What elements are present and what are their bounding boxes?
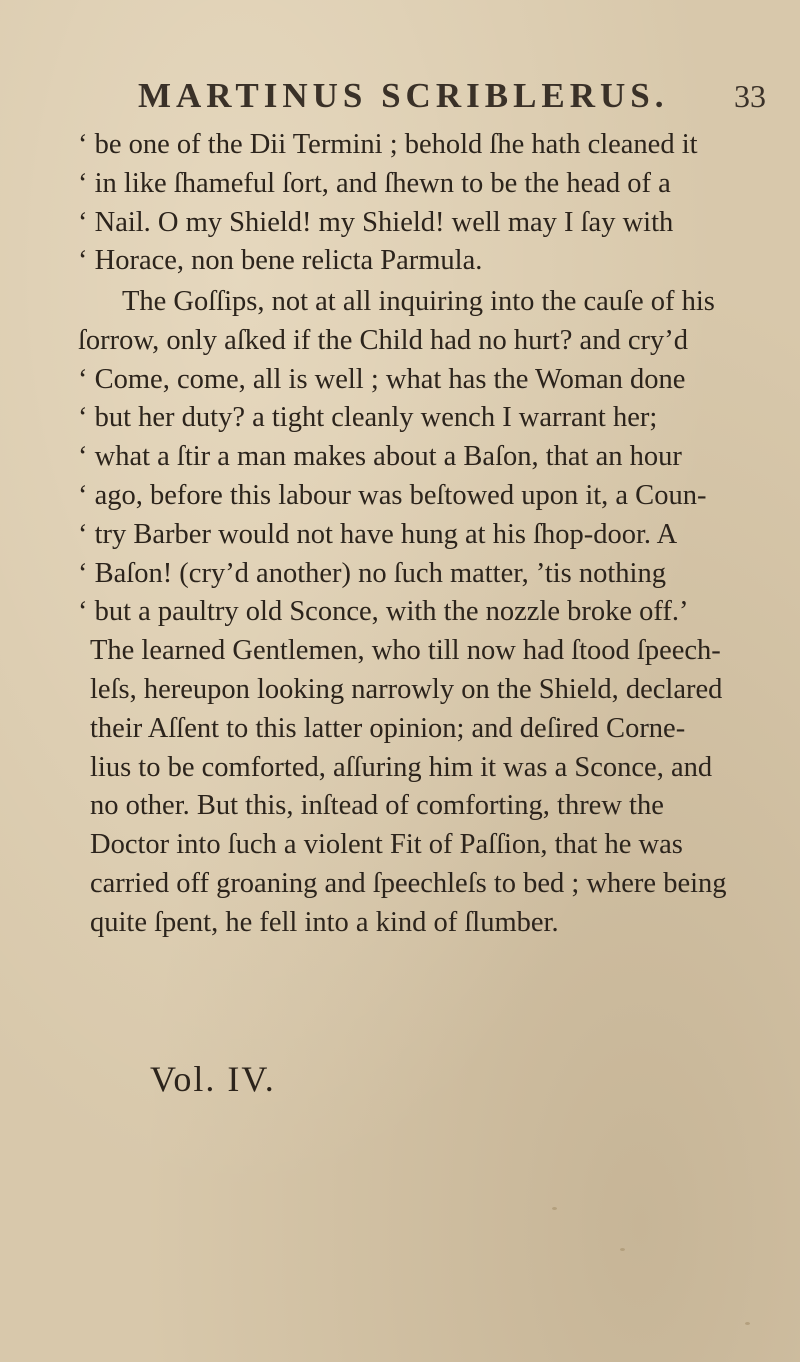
paper-speck: [620, 1248, 625, 1251]
paragraph-quote: [78, 126, 778, 281]
text-line: ‘ Come, come, all is well ; what has the Woman done: [78, 363, 686, 395]
text-line: ‘ ago, before this labour was beſtowed upon it, a Coun-: [78, 479, 707, 511]
page-number: 33: [734, 78, 766, 114]
text-line: ſorrow, only aſked if the Child had no hurt? and cry’d: [78, 324, 688, 356]
text-line: ‘ Horace, non bene relicta Parmula.: [78, 245, 483, 277]
text-line: The Goſſips, not at all inquiring into the cauſe of his: [122, 286, 715, 317]
text-line: carried off groaning and ſpeechleſs to bed ; where being: [90, 867, 727, 899]
paper-speck: [552, 1207, 557, 1210]
text-line: no other. But this, inſtead of comforting, threw the: [90, 790, 664, 822]
text-line: leſs, hereupon looking narrowly on the Shield, declared: [90, 673, 723, 705]
text-line: The learned Gentlemen, who till now had ſtood ſpeech-: [90, 635, 721, 667]
running-head: MARTINUS SCRIBLERUS.: [138, 76, 669, 115]
text-line: ‘ what a ſtir a man makes about a Baſon, that an hour: [78, 441, 682, 473]
text-line: quite ſpent, he fell into a kind of ſlumber.: [90, 906, 559, 938]
paper-speck: [745, 1322, 750, 1325]
signature-mark: Vol. IV.: [150, 1059, 276, 1099]
text-line: ‘ try Barber would not have hung at his ſhop-door. A: [78, 518, 678, 550]
text-line: lius to be comforted, aſſuring him it was a Sconce, and: [90, 751, 713, 783]
text-line: ‘ in like ſhameful ſort, and ſhewn to be the head of a: [78, 167, 671, 199]
text-line: ‘ but a paultry old Sconce, with the nozzle broke off.’: [78, 596, 689, 628]
text-line: ‘ Nail. O my Shield! my Shield! well may I ſay with: [78, 206, 674, 238]
text-line: Doctor into ſuch a violent Fit of Paſſion, that he was: [90, 829, 683, 861]
paragraph-main: [78, 283, 778, 943]
text-line: ‘ but her duty? a tight cleanly wench I warrant her;: [78, 402, 658, 434]
page-header: [138, 76, 778, 126]
text-line: their Aſſent to this latter opinion; and deſired Corne-: [90, 712, 686, 744]
text-line: ‘ be one of the Dii Termini ; behold ſhe hath cleaned it: [78, 129, 698, 160]
text-line: ‘ Baſon! (cry’d another) no ſuch matter, ’tis nothing: [78, 557, 666, 589]
